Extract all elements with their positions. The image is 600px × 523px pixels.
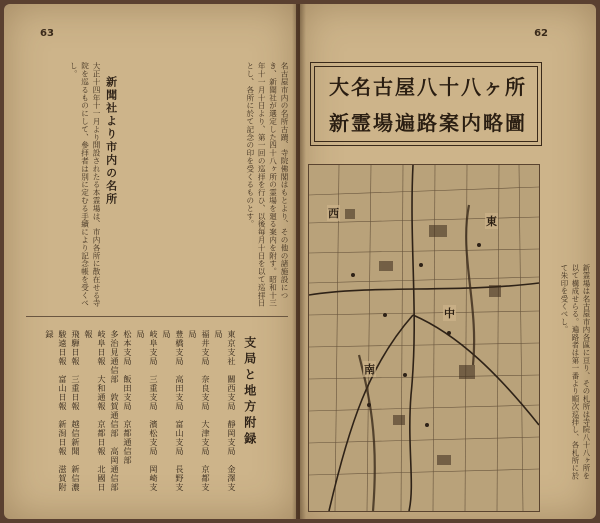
map-title-box [310,62,542,146]
branch-row: 福井支局 奈良支局 大津支局 京都支局 [188,330,211,492]
branch-row: 多治見通信部 敦賀通信部 高岡通信部 [110,330,120,492]
branch-row: 駿遠日報 富山日報 新潟日報 滋賀附録 [45,330,68,492]
branch-list [38,330,238,500]
map-label-south: 南 [364,363,375,376]
book-gutter [292,4,306,519]
map-label-west: 西 [328,207,339,220]
open-book [4,4,596,519]
pilgrimage-route-map [308,164,540,512]
branch-row: 豊橋支局 高田支局 富山支局 長野支局 [162,330,185,492]
branch-row: 岐阜支局 三重支局 濱松支局 岡崎支局 [136,330,159,492]
map-label-center: 中 [444,307,455,320]
map-streets-graphic [309,165,539,511]
branch-row: 飛騨日報 三重日報 越信新聞 新信濃 [71,330,81,492]
left-page-body-text: 名古屋市内の名所古蹟、寺院佛閣はもとより、その他の諸施設につき、新聞社が選定した四十八ヶ所の霊場を廻る案内を附す。昭和十三年十一月十日より、第一回の巡拝を行ひ、以後毎月十日を以て巡拝日とし、各所に於て記念の印を受くるものとす。 [245,62,289,307]
map-title-line-1: 大名古屋八十八ヶ所 [329,75,527,99]
branch-row: 東京支社 關西支局 靜岡支局 金澤支局 [214,330,237,492]
right-page-number: 62 [534,28,548,39]
left-page [4,4,296,519]
map-side-text: 新霊場は名古屋市内各區に亘り、その札所は寺院八十八ヶ所を以て構成せらる。遍路者は第一番より順次巡拝し、各札所に於て朱印を受くべし。 [560,264,591,480]
section-divider [26,316,288,317]
left-page-body-text-2: 大正十四年十一月より開設されたる本霊場は、市内各所に散在せる寺院を巡るものにして、參拝者は別に定むる手續により記念帳を受くべし。 [69,62,101,307]
map-title-line-2: 新霊場遍路案内略圖 [329,111,527,135]
left-page-heading: 新聞社より市内の名所 [104,76,118,206]
left-page-number: 63 [40,28,54,39]
branch-row: 松本支局 飯田支局 京都通信部 [123,330,133,465]
map-label-east: 東 [486,215,497,228]
branch-heading: 支局と地方附録 [242,336,257,448]
branch-row: 岐阜日報 大和通報 京都日報 北國日報 [84,330,107,492]
